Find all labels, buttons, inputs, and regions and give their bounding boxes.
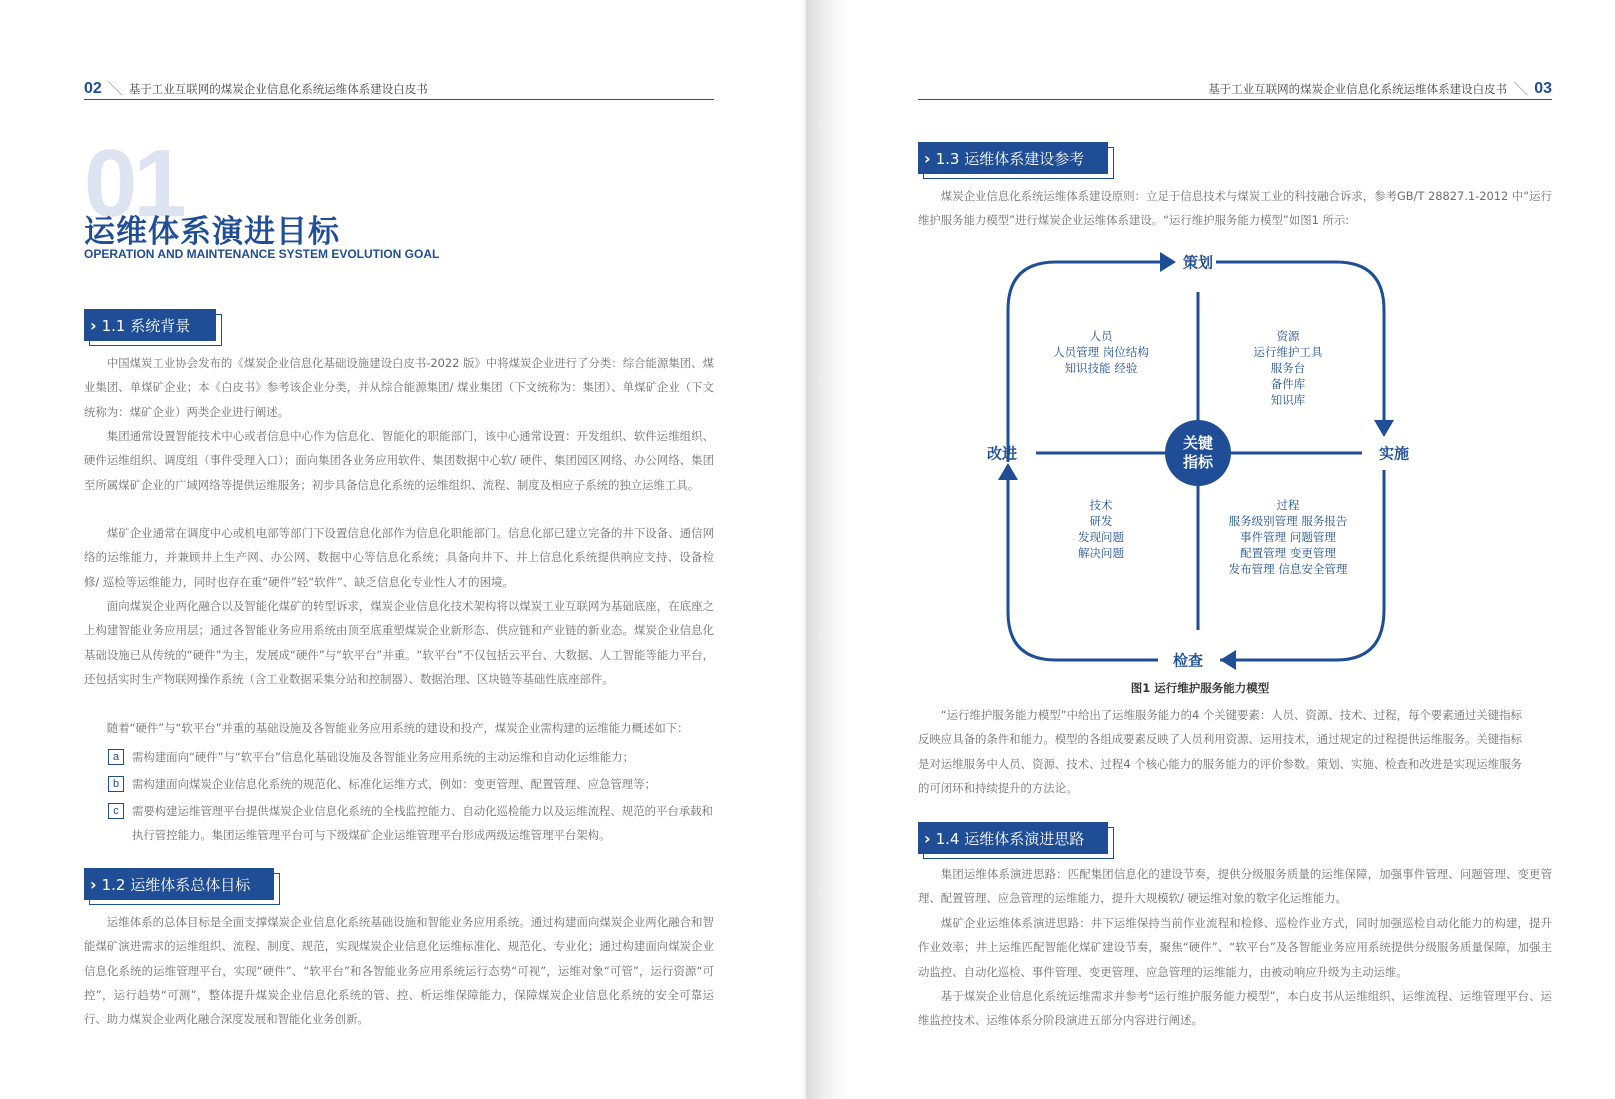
paragraph: 基于煤炭企业信息化系统运维需求并参考“运行维护服务能力模型”，本白皮书从运维组织、运维流程、运维管理平台、运维监控技术、运维体系分阶段演进五部分内容进行阐述。: [918, 989, 1552, 1028]
arrow-down-icon: [1374, 420, 1394, 437]
list-tag: a: [108, 749, 124, 765]
key-indicator-label: [1183, 434, 1213, 472]
chapter-subtitle: OPERATION AND MAINTENANCE SYSTEM EVOLUTION GOAL: [84, 247, 440, 261]
running-head-title: 基于工业互联网的煤炭企业信息化系统运维体系建设白皮书: [1208, 81, 1508, 96]
header-rule: [84, 99, 714, 100]
running-head-title: 基于工业互联网的煤炭企业信息化系统运维体系建设白皮书: [128, 81, 428, 96]
section-title: 1.3 运维体系建设参考: [935, 149, 1085, 168]
paragraph: 煤矿企业运维体系演进思路：井下运维保持当前作业流程和检修、巡检作业方式，同时加强巡检自动化能力的构建，提升作业效率；井上运维匹配智能化煤矿建设节奏，聚焦“硬件”、“软平台”及各智能业务应用系统提供分级服务质量保障，加强主动监控、自动化巡检、事件管理、变更管理、应急管理的运维能力，由被动响应升级为主动运维。: [918, 916, 1552, 979]
quadrant-line: 配置管理 变更管理: [1240, 546, 1336, 560]
chapter-number: 01: [84, 130, 183, 237]
section-title: 1.1 系统背景: [101, 316, 191, 335]
quadrant-line: 人员管理 岗位结构: [1053, 345, 1149, 359]
quadrant-line: 技术: [1089, 498, 1113, 512]
quadrant-line: 过程: [1276, 498, 1300, 512]
header-rule: [918, 99, 1552, 100]
list-tag: c: [108, 803, 124, 819]
section-title: 1.2 运维体系总体目标: [101, 875, 251, 894]
quadrant-people: [1053, 328, 1149, 376]
section-heading-1-1: [84, 309, 216, 341]
quadrant-line: 备件库: [1270, 377, 1306, 391]
stage-do: 实施: [1378, 444, 1410, 463]
quadrant-resources: [1254, 328, 1323, 408]
quadrant-line: 服务台: [1270, 361, 1306, 375]
list-item: [108, 799, 714, 849]
quadrant-line: 研发: [1089, 514, 1113, 528]
quadrant-line: 人员: [1089, 329, 1113, 343]
quadrant-line: 事件管理 问题管理: [1240, 530, 1336, 544]
quadrant-line: 运行维护工具: [1253, 345, 1323, 359]
running-head-left: [84, 78, 428, 99]
arrow-up-icon: [998, 463, 1018, 480]
list-item: [108, 772, 714, 796]
section-heading-1-2: [84, 868, 274, 900]
list-text: 需构建面向煤炭企业信息化系统的规范化、标准化运维方式，例如：变更管理、配置管理、应急管理等；: [132, 777, 656, 791]
slash-divider-icon: ＼: [107, 80, 123, 98]
stage-check: 检查: [1172, 651, 1204, 670]
quadrant-line: 发布管理 信息安全管理: [1228, 562, 1348, 576]
list-text: 需构建面向“硬件”与“软平台”信息化基础设施及各智能业务应用系统的主动运维和自动化运维能力；: [132, 750, 635, 764]
stage-plan: 策划: [1182, 253, 1214, 272]
paragraph: 中国煤炭工业协会发布的《煤炭企业信息化基础设施建设白皮书-2022 版》中将煤炭企业进行了分类：综合能源集团、煤业集团、单煤矿企业；本《白皮书》参考该企业分类，并从综合能源集团/ 煤业集团（下文统称为：集团）、单煤矿企业（下文统称为：煤矿企业）两类企业进行阐述。: [84, 356, 714, 419]
paragraph: 煤矿企业通常在调度中心或机电部等部门下设置信息化部作为信息化职能部门。信息化部已建立完备的井下设备、通信网络的运维能力，并兼顾井上生产网、办公网、数据中心等信息化系统；具备向井下、井上信息化系统提供响应支持、设备检修/ 巡检等运维能力，同时也存在重“硬件”轻“软件”、缺乏信息化专业性人才的困境。: [84, 526, 714, 589]
quadrant-line: 服务级别管理 服务报告: [1228, 514, 1348, 528]
list-text: 需要构建运维管理平台提供煤炭企业信息化系统的全栈监控能力、自动化巡检能力以及运维流程、规范的平台承载和执行管控能力。集团运维管理平台可与下级煤矿企业运维管理平台形成两级运维管理平台架构。: [132, 804, 713, 843]
chevron-right-icon: ›: [924, 828, 931, 848]
center-line-1: 关键: [1182, 434, 1214, 452]
chevron-right-icon: ›: [924, 148, 931, 168]
section-heading-1-3: [918, 142, 1108, 174]
slash-divider-icon: ＼: [1513, 80, 1529, 98]
paragraph: “运行维护服务能力模型”中给出了运维服务能力的4 个关键要素：人员、资源、技术、过程，每个要素通过关键指标反映应具备的条件和能力。模型的各组成要素反映了人员利用资源、运用技术，通过规定的过程提供运维服务。关键指标是对运维服务中人员、资源、技术、过程4 个核心能力的服务能力的评价参数。策划、实施、检查和改进是实现运维服务的可闭环和持续提升的方法论。: [918, 708, 1522, 795]
center-line-2: 指标: [1182, 453, 1214, 471]
quadrant-line: 解决问题: [1078, 546, 1124, 560]
quadrant-line: 知识库: [1270, 393, 1306, 407]
stage-act: 改进: [986, 444, 1018, 463]
quadrant-technology: [1078, 497, 1124, 561]
service-capability-model-diagram: [960, 240, 1420, 680]
running-head-right: [1208, 78, 1552, 99]
page-number: 02: [84, 79, 102, 97]
list-item: [108, 745, 714, 769]
figure-caption: 图1 运行维护服务能力模型: [1130, 681, 1270, 695]
paragraph: 面向煤炭企业两化融合以及智能化煤矿的转型诉求，煤炭企业信息化技术架构将以煤炭工业互联网为基础底座，在底座之上构建智能业务应用层；通过各智能业务应用系统由顶至底重塑煤炭企业新形态、供应链和产业链的新业态。煤炭企业信息化基础设施已从传统的“硬件”为主，发展成“硬件”与“软平台”并重。“软平台”不仅包括云平台、大数据、人工智能等能力平台，还包括实时生产物联网操作系统（含工业数据采集分站和控制器）、数据治理、区块链等基础性底座部件。: [84, 599, 714, 686]
chevron-right-icon: ›: [90, 315, 97, 335]
paragraph: 随着“硬件”与“软平台”并重的基础设施及各智能业务应用系统的建设和投产，煤炭企业需构建的运维能力概述如下：: [106, 721, 689, 735]
section-heading-1-4: [918, 822, 1108, 854]
paragraph: 煤炭企业信息化系统运维体系建设原则：立足于信息技术与煤炭工业的科技融合诉求，参考GB/T 28827.1-2012 中“运行维护服务能力模型”进行煤炭企业运维体系建设。“运行维护服务能力模型”如图1 所示:: [918, 189, 1552, 228]
section-title: 1.4 运维体系演进思路: [935, 829, 1085, 848]
arrow-right-icon: [1160, 252, 1176, 272]
list-tag: b: [108, 776, 124, 792]
paragraph: 运维体系的总体目标是全面支撑煤炭企业信息化系统基础设施和智能业务应用系统。通过构建面向煤炭企业两化融合和智能煤矿演进需求的运维组织、流程、制度、规范，实现煤炭企业信息化运维标准化、规范化、专业化；通过构建面向煤炭企业信息化系统的运维管理平台，实现“硬件”、“软平台”和各智能业务应用系统运行态势“可视”，运维对象“可管”，运行资源“可控”，运行趋势“可测”，整体提升煤炭企业信息化系统的管、控、析运维保障能力，保障煤炭企业信息化系统的安全可靠运行、助力煤炭企业两化融合深度发展和智能化业务创新。: [84, 915, 714, 1027]
paragraph: 集团通常设置智能技术中心或者信息中心作为信息化、智能化的职能部门，该中心通常设置：开发组织、软件运维组织、硬件运维组织、调度组（事件受理入口）；面向集团各业务应用软件、集团数据中心软/ 硬件、集团园区网络、办公网络、集团至所属煤矿企业的广域网络等提供运维服务；初步具备信息化系统的运维组织、流程、制度及相应子系统的独立运维工具。: [84, 429, 714, 492]
page-number: 03: [1534, 79, 1552, 97]
arrow-left-icon: [1220, 650, 1236, 670]
book-gutter-shadow: [806, 0, 848, 1099]
quadrant-line: 资源: [1276, 329, 1300, 343]
chapter-title: 运维体系演进目标: [84, 214, 340, 250]
paragraph: 集团运维体系演进思路：匹配集团信息化的建设节奏，提供分级服务质量的运维保障，加强事件管理、问题管理、变更管理、配置管理、应急管理的运维能力，提升大规模软/ 硬运维对象的数字化运维能力。: [918, 867, 1552, 906]
quadrant-line: 知识技能 经验: [1064, 361, 1138, 375]
quadrant-process: [1229, 497, 1348, 577]
quadrant-line: 发现问题: [1078, 530, 1124, 544]
chevron-right-icon: ›: [90, 874, 97, 894]
